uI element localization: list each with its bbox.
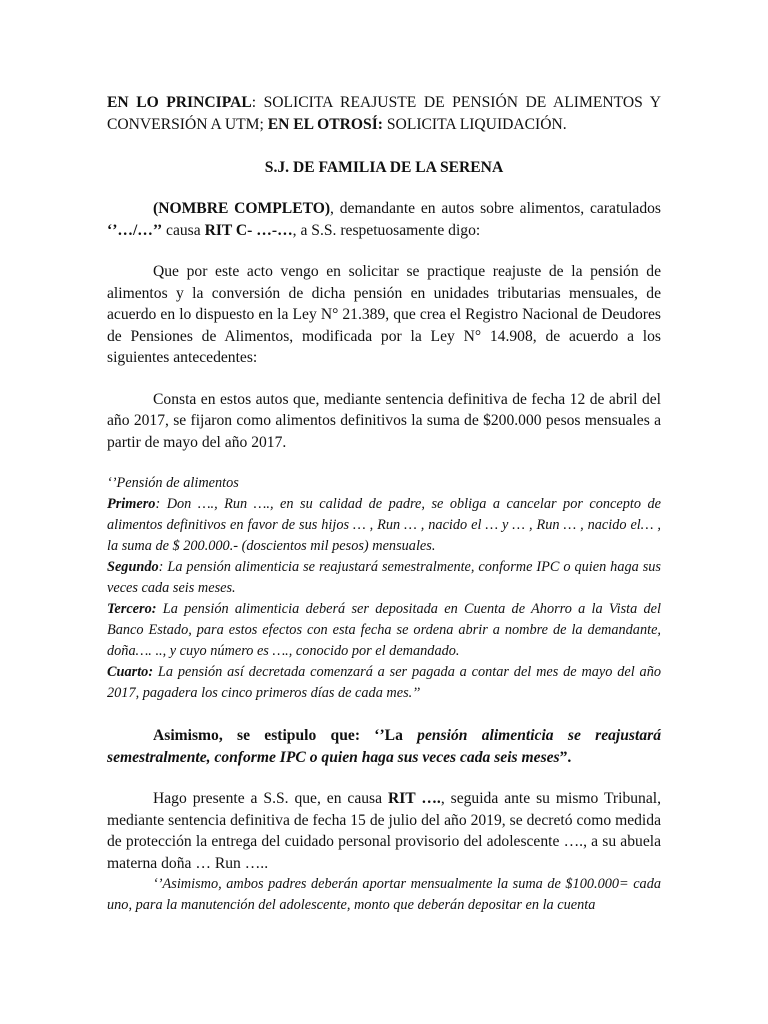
caratula: ‘’…/…’’: [107, 221, 163, 239]
asimismo-italic: pensión alimenticia se reajustará semestralmente, conforme IPC o quien haga sus veces cada seis meses: [107, 727, 661, 766]
asimismo-tail: ”.: [559, 748, 572, 766]
plaintiff-name: (NOMBRE COMPLETO): [153, 200, 331, 217]
cuarto-text: La pensión así decretada comenzará a ser pagada a contar del mes de mayo del año 2017, pagadera los cinco primeros días de cada mes.’’: [107, 664, 661, 701]
otrosi-text: SOLICITA LIQUIDACIÓN.: [382, 115, 567, 133]
document-header: [107, 92, 661, 135]
primero-label: Primero: [107, 496, 156, 512]
rit-ref: RIT ….: [387, 790, 441, 807]
rit-text-2: , seguida ante su mismo Tribunal, mediante sentencia definitiva de fecha 15 de julio del año 2019, se decretó como medida de protección la entrega del cuidado personal provisorio del adolescente …., a su abuela materna doña … Run …..: [107, 790, 661, 872]
quote-tercero: [107, 599, 661, 662]
primero-text: : Don …., Run …., en su calidad de padre, se obliga a cancelar por concepto de alimentos definitivos en favor de sus hijos … , Run … , nacido el … y … , Run … , nacido el… , la suma de $ 200.000.- (doscientos mil pesos) mensuales.: [107, 496, 661, 554]
paragraph-rit: [107, 788, 661, 874]
segundo-label: Segundo: [107, 559, 159, 575]
intro-text-3: , a S.S. respetuosamente digo:: [292, 221, 481, 239]
quote-cuarto: [107, 662, 661, 704]
paragraph-asimismo: [107, 725, 661, 768]
intro-paragraph: [107, 198, 661, 241]
quote-primero: [107, 494, 661, 557]
cuarto-label: Cuarto:: [107, 664, 154, 680]
otrosi-label: EN EL OTROSÍ:: [267, 115, 383, 133]
intro-text-1: , demandante en autos sobre alimentos, caratulados: [330, 200, 661, 217]
asimismo-lead: Asimismo, se estipulo que: ‘’La: [153, 727, 418, 744]
intro-text-2: causa: [162, 221, 205, 239]
tercero-text: La pensión alimenticia deberá ser depositada en Cuenta de Ahorro a la Vista del Banco Estado, para estos efectos con esta fecha se ordena abrir a nombre de la demandante, doña…. .., y cuyo número es …., conocido por el demandado.: [107, 601, 661, 659]
rit-text-1: Hago presente a S.S. que, en causa: [153, 790, 388, 807]
paragraph-sentence: Consta en estos autos que, mediante sentencia definitiva de fecha 12 de abril del año 2017, se fijaron como alimentos definitivos la suma de $200.000 pesos mensuales a partir de mayo del año 2017.: [107, 390, 661, 451]
quoted-sentence: [107, 473, 661, 704]
rit-number: RIT C- …-…: [204, 221, 293, 239]
quoted-contribution: ‘’Asimismo, ambos padres deberán aportar mensualmente la suma de $100.000= cada uno, para la manutención del adolescente, monto que deberán depositar en la cuenta: [107, 876, 661, 913]
tercero-label: Tercero:: [107, 601, 157, 617]
court-heading: S.J. DE FAMILIA DE LA SERENA: [264, 159, 504, 176]
quote-title: ‘’Pensión de alimentos: [107, 475, 239, 491]
document-body: [107, 92, 661, 916]
principal-text: : SOLICITA REAJUSTE DE PENSIÓN DE ALIMENTOS Y CONVERSIÓN A UTM;: [107, 94, 661, 133]
paragraph-request: Que por este acto vengo en solicitar se practique reajuste de la pensión de alimentos y la conversión de dicha pensión en unidades tributarias mensuales, de acuerdo en lo dispuesto en la Ley N° 21.389, que crea el Registro Nacional de Deudores de Pensiones de Alimentos, modificada por la Ley N° 14.908, de acuerdo a los siguientes antecedentes:: [107, 263, 661, 366]
principal-label: EN LO PRINCIPAL: [107, 94, 252, 111]
quote-segundo: [107, 557, 661, 599]
segundo-text: : La pensión alimenticia se reajustará semestralmente, conforme IPC o quien haga sus veces cada seis meses.: [107, 559, 661, 596]
